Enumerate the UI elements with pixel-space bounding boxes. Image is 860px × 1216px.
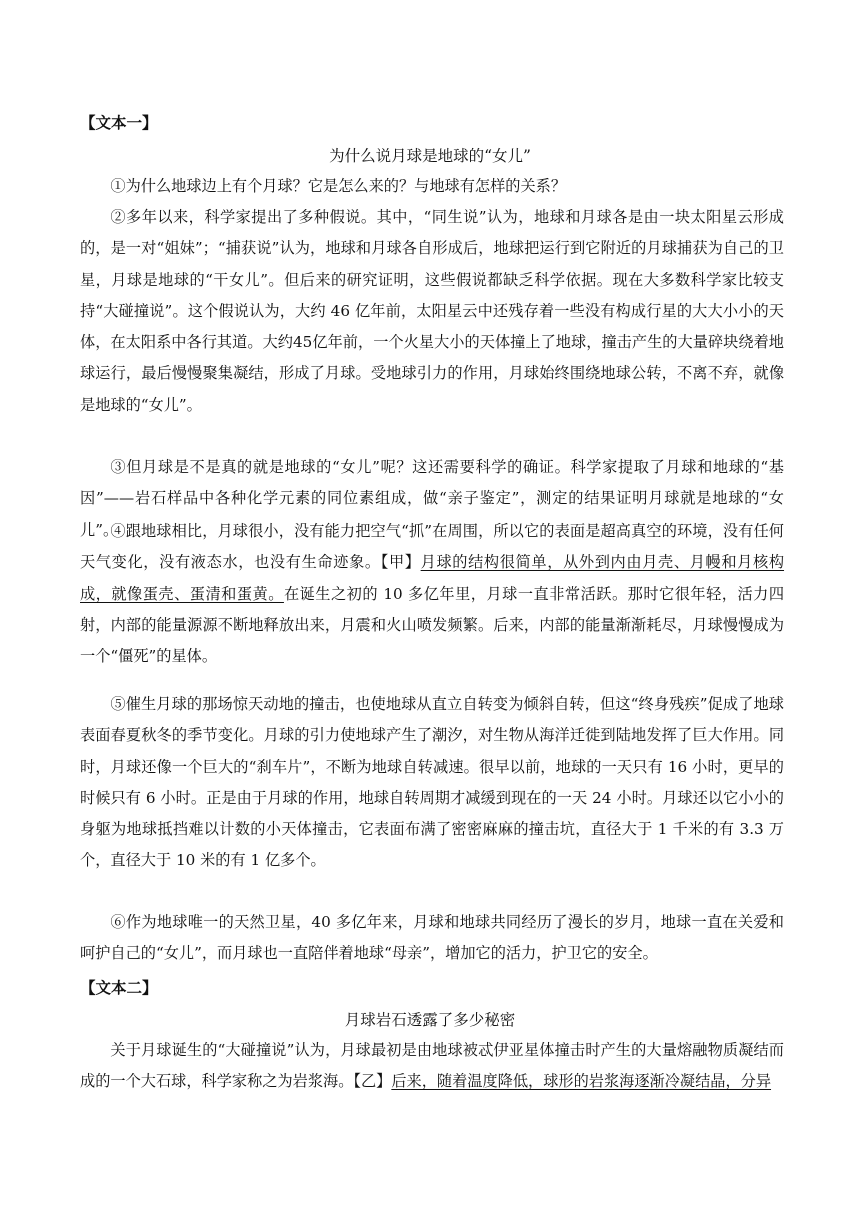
text2-paragraph-1 bbox=[80, 1035, 784, 1098]
text2-title: 月球岩石透露了多少秘密 bbox=[344, 1011, 516, 1029]
text1-paragraph-1: ①为什么地球边上有个月球？它是怎么来的？与地球有怎样的关系？ bbox=[110, 177, 567, 195]
text1-paragraph-6: ⑥作为地球唯一的天然卫星，40 多亿年来，月球和地球共同经历了漫长的岁月，地球一直在关爱和呵护自己的“女儿”，而月球也一直陪伴着地球“母亲”，增加它的活力，护卫它的安全。 bbox=[80, 913, 784, 963]
marker-jia: 【甲】 bbox=[380, 553, 421, 572]
text1-paragraph-4 bbox=[80, 516, 784, 672]
underlined-sentence-jia: 月球的结构很简单，从外到内由月壳、月幔和月核构成，就像蛋壳、蛋清和蛋黄。 bbox=[80, 553, 785, 603]
paragraph-4-text-after: 在诞生之初的 10 多亿年里，月球一直非常活跃。那时它很年轻，活力四射，内部的能量源源不断地释放出来，月震和火山喷发频繁。后来，内部的能量渐渐耗尽，月球慢慢成为一个“僵死”的星体。 bbox=[80, 584, 785, 666]
text1-paragraph-5: ⑤催生月球的那场惊天动地的撞击，也使地球从直立自转变为倾斜自转，但这“终身残疾”促成了地球表面春夏秋冬的季节变化。月球的引力使地球产生了潮汐，对生物从海洋迁徙到陆地发挥了巨大作用。同时，月球还像一个巨大的“刹车片”，不断为地球自转减速。很早以前，地球的一天只有 16 小时，更早的时候只有 6 小时。正是由于月球的作用，地球自转周期才减缓到现在的一天 24 小时。月球还以它小小的身躯为地球抵挡难以计数的小天体撞击，它表面布满了密密麻麻的撞击坑，直径大于 1 千米的有 3.3 万个，直径大于 10 米的有 1 亿多个。 bbox=[80, 695, 784, 870]
text2-label: 【文本二】 bbox=[80, 978, 158, 997]
text1-title: 为什么说月球是地球的“女儿” bbox=[329, 147, 531, 165]
text1-label: 【文本一】 bbox=[80, 113, 158, 132]
paragraph-4-text-before: ④跟地球相比，月球很小，没有能力把空气“抓”在周围，所以它的表面是超高真空的环境，没有任何天气变化，没有液态水，也没有生命迹象。 bbox=[80, 522, 784, 572]
text1-paragraph-2: ②多年以来，科学家提出了多种假说。其中，“同生说”认为，地球和月球各是由一块太阳星云形成的，是一对“姐妹”；“捕获说”认为，地球和月球各自形成后，地球把运行到它附近的月球捕获为自己的卫星，月球是地球的“干女儿”。但后来的研究证明，这些假说都缺乏科学依据。现在大多数科学家比较支持“大碰撞说”。这个假说认为，大约 46 亿年前，太阳星云中还残存着一些没有构成行星的大大小小的天体，在太阳系中各行其道。大约45亿年前，一个火星大小的天体撞上了地球，撞击产生的大量碎块绕着地球运行，最后慢慢聚集凝结，形成了月球。受地球引力的作用，月球始终围绕地球公转，不离不弃，就像是地球的“女儿”。 bbox=[80, 208, 784, 414]
text1-paragraph-3: ③但月球是不是真的就是地球的“女儿”呢？这还需要科学的确证。科学家提取了月球和地球的“基因”——岩石样品中各种化学元素的同位素组成，做“亲子鉴定”，测定的结果证明月球就是地球的“女儿”。 bbox=[80, 458, 784, 539]
underlined-sentence-yi: 后来，随着温度降低，球形的岩浆海逐渐冷凝结晶，分异 bbox=[391, 1072, 772, 1091]
text2-paragraph-1-before: 关于月球诞生的“大碰撞说”认为，月球最初是由地球被忒伊亚星体撞击时产生的大量熔融物质凝结而成的一个大石球，科学家称之为岩浆海。 bbox=[80, 1041, 784, 1091]
marker-yi: 【乙】 bbox=[353, 1072, 392, 1091]
